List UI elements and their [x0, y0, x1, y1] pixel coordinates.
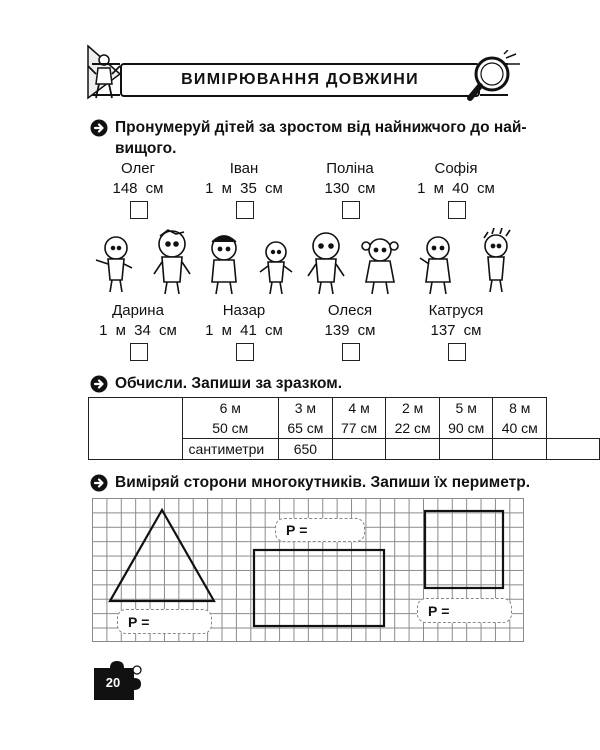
rank-box[interactable] — [130, 343, 148, 361]
table-cell — [182, 398, 278, 439]
meters-value: 4 м — [348, 400, 370, 416]
cm-value: 77 см — [341, 420, 378, 436]
square-shape — [425, 511, 503, 588]
meters-value: 8 м — [509, 400, 531, 416]
table-cell — [89, 398, 183, 460]
child-name: Назар — [222, 302, 266, 319]
answer-cell[interactable] — [493, 439, 547, 460]
child-height: 1 м 34 см — [99, 322, 177, 339]
answer-cell[interactable] — [386, 439, 440, 460]
answer-cell[interactable]: 650 — [278, 439, 332, 460]
rank-box[interactable] — [130, 201, 148, 219]
meters-value: 6 м — [219, 400, 241, 416]
cm-value: 50 см — [212, 420, 249, 436]
header-rule — [92, 94, 120, 96]
rank-box[interactable] — [342, 343, 360, 361]
table-cell — [439, 398, 493, 439]
answer-cell[interactable] — [439, 439, 493, 460]
table-cell — [332, 398, 386, 439]
child-name: Софія — [434, 160, 478, 177]
task2-instruction: Обчисли. Запиши за зразком. — [115, 375, 343, 392]
perimeter-label: Р = — [428, 602, 450, 619]
child-name: Олег — [120, 160, 156, 177]
meters-value: 2 м — [401, 400, 424, 416]
row-label: сантиметри — [182, 439, 278, 460]
cm-value: 22 см — [394, 420, 431, 436]
table-cell — [386, 398, 440, 439]
cm-value: 65 см — [287, 420, 324, 436]
rank-box[interactable] — [236, 343, 254, 361]
child-height: 1 м 40 см — [417, 180, 495, 197]
child-name: Іван — [229, 160, 259, 177]
rank-box[interactable] — [236, 201, 254, 219]
task-arrow-icon — [90, 474, 108, 492]
table-cell — [493, 398, 547, 439]
child-name: Поліна — [326, 160, 374, 177]
child-height: 1 м 41 см — [205, 322, 283, 339]
rank-box[interactable] — [448, 343, 466, 361]
child-height: 139 см — [324, 322, 376, 339]
child-name: Катруся — [428, 302, 484, 319]
cm-value: 40 см — [501, 420, 538, 436]
perimeter-answer-box[interactable] — [117, 609, 212, 634]
meters-value: 3 м — [294, 400, 317, 416]
perimeter-label: Р = — [286, 522, 308, 538]
child-height: 148 см — [112, 180, 164, 197]
rank-box[interactable] — [342, 201, 360, 219]
rectangle-shape — [254, 550, 384, 626]
answer-cell[interactable] — [547, 439, 600, 460]
perimeter-answer-box[interactable] — [275, 518, 365, 542]
child-name: Дарина — [112, 302, 164, 319]
child-height: 137 см — [430, 322, 482, 339]
rank-box[interactable] — [448, 201, 466, 219]
answer-cell[interactable] — [332, 439, 386, 460]
child-height: 130 см — [324, 180, 376, 197]
task3-instruction: Виміряй сторони многокутників. Запиши їх периметр. — [115, 474, 531, 491]
header-rule — [92, 63, 120, 65]
page-title: ВИМІРЮВАННЯ ДОВЖИНИ — [120, 63, 480, 97]
meters-value: 5 м — [455, 400, 477, 416]
conversion-table — [88, 397, 600, 460]
task-arrow-icon — [90, 375, 108, 393]
task1-instruction-cont: вищого. — [115, 140, 177, 157]
table-cell — [278, 398, 332, 439]
children-illustration — [88, 228, 528, 298]
task1-instruction: Пронумеруй дітей за зростом від найнижчого до най- — [115, 119, 527, 136]
perimeter-answer-box[interactable] — [417, 598, 512, 623]
perimeter-label: Р = — [128, 613, 150, 630]
magnifier-icon — [466, 50, 522, 104]
page-number: 20 — [95, 668, 131, 696]
table-row — [89, 398, 600, 439]
child-height: 1 м 35 см — [205, 180, 283, 197]
child-name: Олеся — [327, 302, 373, 319]
triangle-shape — [110, 510, 214, 601]
cm-value: 90 см — [448, 420, 485, 436]
task-arrow-icon — [90, 119, 108, 137]
